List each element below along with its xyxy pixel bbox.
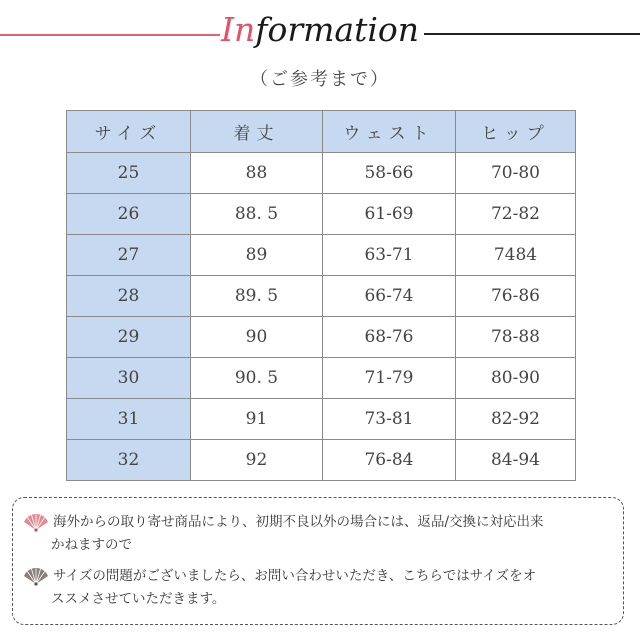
size-cell: 28 [67,276,191,317]
waist-cell: 66-74 [323,276,456,317]
length-cell: 92 [191,440,323,481]
hip-cell: 70-80 [456,153,576,194]
waist-cell: 61-69 [323,194,456,235]
length-cell: 88 [191,153,323,194]
column-header-size: サイズ [67,111,191,153]
length-cell: 90 [191,317,323,358]
note-line: 海外からの取り寄せ商品により、初期不良以外の場合には、返品/交換に対応出来 [53,514,544,530]
note-line: かねますので [51,537,132,553]
hip-cell: 80-90 [456,358,576,399]
table-row [67,153,576,194]
column-header-waist: ウェスト [323,111,456,153]
header-right-rule [424,33,640,35]
hip-cell: 72-82 [456,194,576,235]
table-row [67,276,576,317]
subtitle: （ご参考まで） [250,69,390,90]
note-line: サイズの問題がございましたら、お問い合わせいただき、こちらではサイズをオ [53,568,537,584]
table-row [67,440,576,481]
hip-cell: 78-88 [456,317,576,358]
table-row [67,399,576,440]
fan-icon [23,568,49,586]
page-title [200,8,440,52]
column-header-length: 着丈 [191,111,323,153]
waist-cell: 73-81 [323,399,456,440]
length-cell: 91 [191,399,323,440]
waist-cell: 71-79 [323,358,456,399]
waist-cell: 58-66 [323,153,456,194]
length-cell: 89 [191,235,323,276]
hip-cell: 76-86 [456,276,576,317]
hip-cell: 84-94 [456,440,576,481]
size-cell: 31 [67,399,191,440]
table-row [67,235,576,276]
size-cell: 27 [67,235,191,276]
table-row [67,194,576,235]
length-cell: 90. 5 [191,358,323,399]
size-cell: 30 [67,358,191,399]
waist-cell: 76-84 [323,440,456,481]
column-header-hip: ヒップ [456,111,576,153]
fan-icon [23,514,49,532]
length-cell: 88. 5 [191,194,323,235]
size-cell: 25 [67,153,191,194]
hip-cell: 82-92 [456,399,576,440]
note-line: ススメさせていただきます。 [51,591,226,607]
length-cell: 89. 5 [191,276,323,317]
size-cell: 26 [67,194,191,235]
title-accent: In [220,10,256,49]
note-item [23,511,613,557]
waist-cell: 68-76 [323,317,456,358]
header-left-rule [0,34,220,36]
notes-box [12,497,624,625]
hip-cell: 7484 [456,235,576,276]
title-rest: formation [255,10,420,49]
note-item [23,565,613,611]
table-row [67,358,576,399]
table-header-row [67,111,576,153]
waist-cell: 63-71 [323,235,456,276]
size-cell: 32 [67,440,191,481]
size-table [66,110,576,481]
size-cell: 29 [67,317,191,358]
table-row [67,317,576,358]
